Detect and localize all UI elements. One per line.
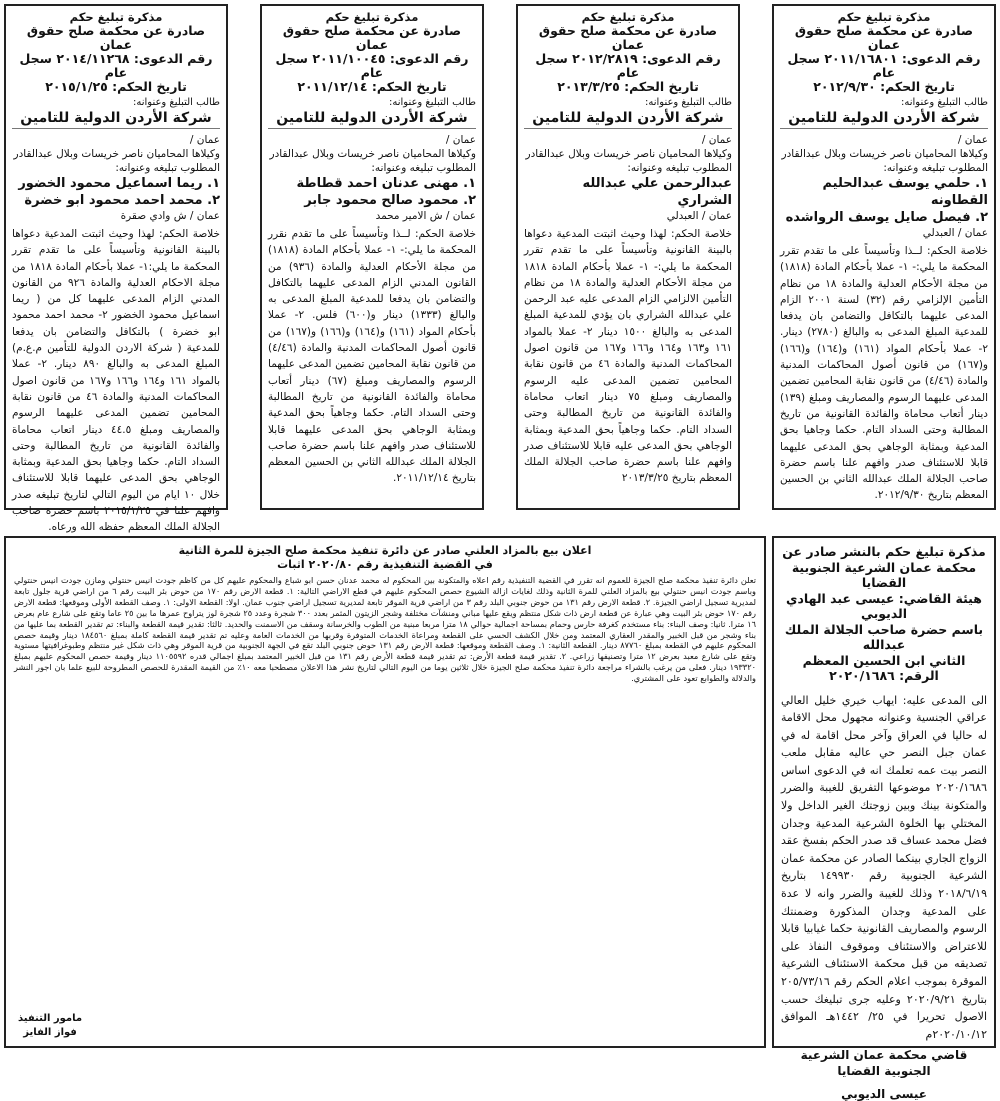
auction-signature-role: مامور التنفيذ bbox=[18, 1013, 83, 1024]
notice-title: مذكرة تبليغ حكم bbox=[69, 10, 163, 24]
notice-title: مذكرة تبليغ حكم bbox=[581, 10, 675, 24]
auction-body: تعلن دائرة تنفيذ محكمة صلح الجيزة للعموم انه تقرر في القضية التنفيذية رقم اعلاه والمتكونة بين المحكوم له محمد عدنان حسن ابو شباع والمحكوم عليهم كل من كاظم جودت انيس حنتولي ومازن جودت انيس حنتولي وباسم جودت انيس حنتولي بيع بالمزاد العلني للمرة الثانية وذلك لغايات ازالة الشيوع حصص المحكوم عليهم في قطع الاراضي التالية: ١. قطعة الارض رقم ١٧٠ من حوض بئر البيت رقم ٦ من اراضي قرية جلول تابعة لمديرية تسجيل اراضي الجيزة. ٢. قطعة الارض رقم ١٣١ من حوض جنوبي البلد رقم ٣ من اراضي قرية الموقر تابعة لمديرية تسجيل اراضي جنوب عمان. اولا: القطعة الاولى: ١. وصف القطعة الأولى وموقعها: قطعة الارض رقم ١٧٠ حوض بئر البيت وهي عبارة عن قطعة ارض ذات شكل منتظم ويقع عليها مباني ومنشآت مختلفة وشجر الزيتون المثمر بعدد ٣٠٠ شجرة وعدد ٢٥ شجرة لوز يتراوح عمرها ما بين ٢٥ عاما وتقع على شارع عام بعرض ١٦ مترا. ثانيا: وصف البناء: بناء مستخدم كغرفة حارس وحمام بمساحة اجمالية حوالي ١٨ مترا مربعا مبنية من الطوب والخرسانة وسقف من الاسمنت والحديد. ثالثا: تقدير قيمة القطعة والبناء: تم تقدير القطعة بما عليها من بناء وشجر من قبل الخبير والمقدر العقاري المعتمد ومن خلال الكشف الحسي على القطعة ومراعاة الخدمات المتوفرة وقربها من الخدمات العامة وعليه تم تقدير قيمة القطعة كاملة بمبلغ ١٨٤٥٦٠ دينار وقيمة حصص المحكوم عليهم في القطعة بمبلغ ٨٧٧٦٠ دينار. القطعة الثانية: ١. وصف القطعة وموقعها: قطعة الارض رقم ١٣١ حوض جنوبي البلد تقع في الجهة الجنوبية من قرية الموقر وهي ذات شكل غير منتظم وطبوغرافيتها مستوية وتقع على شارع معبد بعرض ١٢ مترا وتصنيفها زراعي. ٢. تقدير قيمة قطعة الأرض: تم تقدير قيمة قطعة الأرض رقم ١٣١ من قبل الخبير المعتمد بمبلغ اجمالي قدره ١١٠٥٥٩٢ دينار وقيمة حصص المحكوم عليهم بمبلغ ١٩٣٣٢٠ دينار. فعلى من يرغب بالشراء مراجعة دائرة تنفيذ محكمة صلح الجيزة خلال ثلاثين يوما من اليوم التالي لتاريخ نشر هذا الاعلان مصطحبا معه ١٠٪ من القيمة المقدرة للحصص المطروحة للبيع علما بان اجور النشر والدلالة والطوابع تعود على المشتري. bbox=[14, 575, 756, 684]
target-label: المطلوب تبليغه وعنوانه: bbox=[371, 162, 476, 174]
notice-court: صادرة عن محكمة صلح حقوق عمان bbox=[794, 23, 974, 52]
defendant-name: ١. حلمي يوسف عبدالحليم القطاونه bbox=[822, 176, 988, 208]
court-notice-1 bbox=[772, 4, 996, 510]
sharia-footer: قاضي محكمة عمان الشرعية الجنوبية القضايا bbox=[800, 1048, 968, 1079]
lawyers-line: وكيلاها المحاميان ناصر خريسات وبلال عبدالقادر bbox=[781, 148, 988, 160]
notice-judgment-date: تاريخ الحكم: ٢٠١١/١٢/١٤ bbox=[297, 79, 447, 94]
requester-label: طالب التبليغ وعنوانه: bbox=[644, 97, 732, 108]
notice-case-number: رقم الدعوى: ٢٠١٤/١١٢٦٨ سجل عام bbox=[19, 51, 213, 80]
plaintiff-name: شركة الأردن الدولية للتامين bbox=[268, 110, 476, 129]
target-label: المطلوب تبليغه وعنوانه: bbox=[883, 162, 988, 174]
defendant-address: عمان / ش وادي صقرة bbox=[120, 210, 220, 222]
sharia-signature: عيسى الديوبي bbox=[841, 1087, 927, 1101]
requester-label: طالب التبليغ وعنوانه: bbox=[900, 97, 988, 108]
defendant-name: عبدالرحمن علي عبدالله الشراري bbox=[582, 176, 732, 208]
sharia-title-line: هيئة القاضي: عيسى عبد الهادي الديوبي bbox=[786, 590, 982, 621]
judgment-summary: خلاصة الحكم: لهذا وحيث اثبتت المدعية دعواها بالبينة القانونية وتأسيساً على ما تقدم تقرر المحكمة ما يلي:- ١- عملا بأحكام المادة ١٨١٨ من مجلة الأحكام العدلية والمادة ١٨ من نظام التأمين الالزامي الزام المدعى عليه عبد الرحمن علي عبدالله الشراري بان يؤدي للمدعية المبلغ المدعى به والبالغ ١٥٠٠ دينار ٢- عملا بالمواد ١٦١ و١٦٣ و١٦٤ و١٦٦ و١٦٧ من قانون اصول المحاكمات المدنية والمادة ٤٦ من قانون نقابة المحامين تضمين المدعى عليه الرسوم والمصاريف ومبلغ ٧٥ دينار اتعاب محاماة والفائدة القانونية من تاريخ المطالبة وحتى السداد التام. حكما وجاهياً بحق المدعية وبمثابة الوجاهي بحق المدعى عليه قابلا للاستئناف صدر وافهم علنا باسم حضرة صاحب الجلالة الملك المعظم بتاريخ ٢٠١٣/٣/٢٥ bbox=[524, 228, 733, 485]
city-line: عمان / bbox=[189, 134, 220, 146]
judgment-summary: خلاصة الحكم: لــذا وتأسيساً على ما تقدم تقرر المحكمة ما يلي:- ١- عملا بأحكام المادة (١٨١٨) من مجلة الأحكام العدلية والمادة ١٨ من نظام التأمين الإلزامي رقم (٣٢) لسنة ٢٠٠١ الزام المدعى عليهما بالتكافل والتضامن بان يدفعا للمدعية المبلغ المدعى به والبالغ (٢٧٨٠) دينار. ٢- عملا بأحكام المواد (١٦١) و(١٦٤) و(١٦٦) و(١٦٧) من قانون أصول المحاكمات المدنية والمادة (٤/٤٦) من قانون نقابة المحامين تضمين المدعى عليهما الرسوم والمصاريف ومبلغ (١٣٩) دينار أتعاب محاماة والفائدة القانونية من تاريخ المطالبة وحتى السداد التام. حكما وجاهيا بحق المدعية وبمثابة الوجاهي بحق المدعى عليهما قابلا للاستئناف صدر وافهم علنا باسم حضرة صاحب الجلالة الملك عبدالله الثاني بن الحسين المعظم بتاريخ ٢٠١٢/٩/٣٠. bbox=[780, 245, 989, 502]
city-line: عمان / bbox=[445, 134, 476, 146]
target-label: المطلوب تبليغه وعنوانه: bbox=[627, 162, 732, 174]
defendant-address: عمان / ش الامير محمد bbox=[375, 210, 476, 222]
defendant-name: ٢. محمد احمد محمود ابو خضرة bbox=[24, 193, 220, 208]
city-line: عمان / bbox=[701, 134, 732, 146]
notice-judgment-date: تاريخ الحكم: ٢٠١٣/٣/٢٥ bbox=[557, 79, 699, 94]
defendant-address: عمان / العبدلي bbox=[666, 210, 732, 222]
sharia-court-notice bbox=[772, 536, 996, 1101]
defendant-name: ٢. محمود صالح محمود جابر bbox=[304, 193, 476, 208]
requester-label: طالب التبليغ وعنوانه: bbox=[132, 97, 220, 108]
auction-signature-name: فواز الفايز bbox=[23, 1027, 77, 1038]
court-notice-4 bbox=[4, 4, 228, 534]
lawyers-line: وكيلاها المحاميان ناصر خريسات وبلال عبدالقادر bbox=[269, 148, 476, 160]
notice-title: مذكرة تبليغ حكم bbox=[837, 10, 931, 24]
lawyers-line: وكيلاها المحاميان ناصر خريسات وبلال عبدالقادر bbox=[525, 148, 732, 160]
defendant-name: ٢. فيصل صايل يوسف الرواشده bbox=[785, 210, 988, 225]
plaintiff-name: شركة الأردن الدولية للتامين bbox=[780, 110, 988, 129]
sharia-title-line: الثاني ابن الحسين المعظم bbox=[802, 652, 966, 668]
auction-subtitle: في القضية التنفيذية رقم ٢٠٢٠/٨٠ اثبات bbox=[277, 558, 493, 571]
auction-notice bbox=[4, 536, 766, 1048]
court-notice-3 bbox=[260, 4, 484, 510]
sharia-title-line: محكمة عمان الشرعية الجنوبية القضايا bbox=[791, 559, 977, 590]
requester-label: طالب التبليغ وعنوانه: bbox=[388, 97, 476, 108]
plaintiff-name: شركة الأردن الدولية للتامين bbox=[12, 110, 220, 129]
defendant-name: ١. مهنى عدنان احمد قطاطة bbox=[296, 176, 476, 191]
notice-case-number: رقم الدعوى: ٢٠١١/١٦٨٠١ سجل عام bbox=[787, 51, 981, 80]
sharia-title-line: باسم حضرة صاحب الجلالة الملك عبدالله bbox=[784, 621, 984, 652]
sharia-body: الى المدعى عليه: ايهاب خيري خليل العالي عراقي الجنسية وعنوانه مجهول محل الاقامة له حاليا في العراق وآخر محل اقامة له في عمان جبل النصر حي عاليه مقابل ملعب النصر بيت عمه تعلمك انه في الدعوى اساس ٢٠٢٠/١٦٨٦ موضوعها التفريق للغيبة والضرر والمتكونة بينك وبين زوجتك الغير الداخل ولا المختلي بها الخلوة الشرعية المدعية وجدان فضل محمد عساف قد صدر الحكم بفسخ عقد الزواج الجاري بينكما الصادر عن محكمة عمان الشرعية الجنوبية رقم ١٤٩٩٣٠ بتاريخ ٢٠١٨/٦/١٩ وذلك للغيبة والضرر وانه لا عدة على المدعية وجدان المذكورة وضمنتك الرسوم والمصاريف القانونية حكما غيابيا قابلا للاعتراض والاستئناف وموقوف النفاذ على تصديقه من قبل محكمة الاستئناف الشرعية الموقرة بموجب اعلام الحكم رقم ٢٠٥/٧٣/١٦ بتاريخ ٢٠٢٠/٩/٢١ وعليه جرى تبليغك حسب الاصول تحريرا في ٢٥/ ١٤٤٢هـ الموافق ٢٠٢٠/١٠/١٢م bbox=[781, 693, 987, 1041]
notice-case-number: رقم الدعوى: ٢٠١١/١٠٠٤٥ سجل عام bbox=[275, 51, 469, 80]
notice-title: مذكرة تبليغ حكم bbox=[325, 10, 419, 24]
defendant-name: ١. ريما اسماعيل محمود الخضور bbox=[18, 176, 220, 191]
notice-case-number: رقم الدعوى: ٢٠١٢/٢٨١٩ سجل عام bbox=[535, 51, 721, 80]
notice-court: صادرة عن محكمة صلح حقوق عمان bbox=[282, 23, 462, 52]
target-label: المطلوب تبليغه وعنوانه: bbox=[115, 162, 220, 174]
judgment-summary: خلاصة الحكم: لــذا وتأسيساً على ما تقدم نقرر المحكمة ما يلي:- ١- عملا بأحكام المادة (١٨١٨) من مجلة الأحكام العدلية والمادة (٩٣٦) من القانون المدني الزام المدعى عليهما بالتكافل والتضامن بان يدفعا للمدعية المبلغ المدعى به والبالغ (١٣٣٣) دينار و(٦٠٠) فلس. ٢- عملا بأحكام المواد (١٦١) و(١٦٤) و(١٦٦) و(١٦٧) من قانون أصول المحاكمات المدنية والمادة (٤/٤٦) من قانون نقابة المحامين تضمين المدعى عليهما الرسوم والمصاريف ومبلغ (٦٧) دينار أتعاب محاماة والفائدة القانونية من تاريخ المطالبة وحتى السداد التام. حكما وجاهياً بحق المدعية وبمثابة الوجاهي بحق المدعى عليهما قابلا للاستئناف صدر وافهم علنا باسم حضرة صاحب الجلالة الملك عبدالله الثاني بن الحسين المعظم بتاريخ ٢٠١١/١٢/١٤. bbox=[268, 228, 477, 485]
court-notice-2 bbox=[516, 4, 740, 510]
auction-signature bbox=[18, 1012, 82, 1040]
notice-court: صادرة عن محكمة صلح حقوق عمان bbox=[538, 23, 718, 52]
plaintiff-name: شركة الأردن الدولية للتامين bbox=[524, 110, 732, 129]
judgment-summary: خلاصة الحكم: لهذا وحيث اثبتت المدعية دعواها بالبينة القانونية وتأسيساً على ما تقدم تقرر المحكمة ما يلي:١- عملا بأحكام المادة ١٨١٨ من مجلة الاحكام العدلية والمادة ٩٢٦ من القانون المدني الزام المدعى عليهما كل من ( ريما اسماعيل محمود الخضور ٢- محمد احمد محمود ابو خضرة ) بالتكافل والتضامن بان يدفعا للمدعية ( شركة الاردن الدولية للتأمين م.ع.م) المبلغ المدعى به والبالغ ٨٩٠ دينار. ٢- عملا بالمواد ١٦١ و١٦٤ و١٦٦ و١٦٧ من قانون اصول المحاكمات المدنية والمادة ٤٦ من قانون نقابة المحامين تضمين المدعى عليهما الرسوم والمصاريف ومبلغ ٤٤.٥ دينار اتعاب محاماة والفائدة القانونية من تاريخ المطالبة وحتى السداد التام. حكما وجاهيا بحق المدعية وبمثابة الوجاهي بحق المدعى عليهما قابلا للاستئناف خلال ١٠ ايام من اليوم التالي لتاريخ تبليغه صدر وافهم علنا في ٢٠١٥/١/٢٥ باسم حضرة صاحب الجلالة الملك المعظم حفظه الله ورعاه. bbox=[12, 228, 221, 534]
notice-judgment-date: تاريخ الحكم: ٢٠١٥/١/٢٥ bbox=[45, 79, 187, 94]
notice-court: صادرة عن محكمة صلح حقوق عمان bbox=[26, 23, 206, 52]
lawyers-line: وكيلاها المحاميان ناصر خريسات وبلال عبدالقادر bbox=[13, 148, 220, 160]
defendant-address: عمان / العبدلي bbox=[922, 227, 988, 239]
sharia-title-line: مذكرة تبليغ حكم بالنشر صادر عن bbox=[782, 544, 986, 559]
notice-judgment-date: تاريخ الحكم: ٢٠١٢/٩/٣٠ bbox=[813, 79, 955, 94]
sharia-case-number: الرقم: ٢٠٢٠/١٦٨٦ bbox=[829, 668, 939, 683]
city-line: عمان / bbox=[957, 134, 988, 146]
auction-title: اعلان بيع بالمزاد العلني صادر عن دائرة تنفيذ محكمة صلح الجيزة للمرة الثانية bbox=[178, 544, 592, 557]
